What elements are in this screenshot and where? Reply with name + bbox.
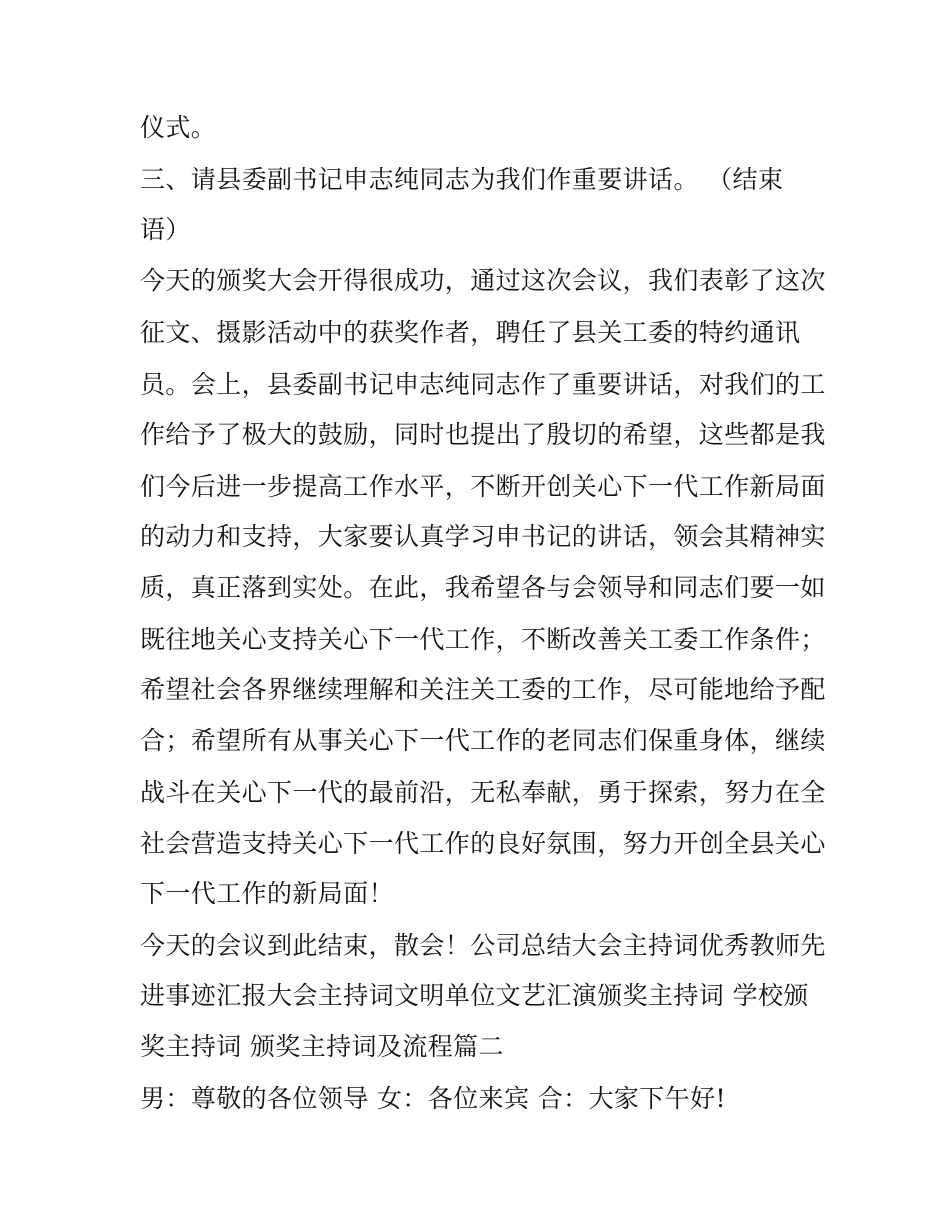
text-line: 作给予了极大的鼓励，同时也提出了殷切的希望，这些都是我 bbox=[140, 420, 826, 449]
text-line: 征文、摄影活动中的获奖作者，聘任了县关工委的特约通讯 bbox=[140, 318, 801, 347]
text-line: 社会营造支持关心下一代工作的良好氛围，努力开创全县关心 bbox=[140, 829, 826, 858]
text-line: 奖主持词 颁奖主持词及流程篇二 bbox=[140, 1032, 504, 1061]
text-line: 今天的会议到此结束，散会！公司总结大会主持词优秀教师先 bbox=[140, 931, 826, 960]
text-line: 合；希望所有从事关心下一代工作的老同志们保重身体，继续 bbox=[140, 726, 826, 755]
text-line: 男：尊敬的各位领导 女：各位来宾 合：大家下午好! bbox=[140, 1084, 726, 1113]
text-line: 语） bbox=[140, 215, 191, 244]
text-line: 仪式。 bbox=[140, 113, 217, 142]
text-line: 今天的颁奖大会开得很成功，通过这次会议，我们表彰了这次 bbox=[140, 266, 826, 295]
text-line: 员。会上，县委副书记申志纯同志作了重要讲话，对我们的工 bbox=[140, 370, 826, 399]
text-line: 的动力和支持，大家要认真学习申书记的讲话，领会其精神实 bbox=[140, 522, 826, 551]
text-line: 下一代工作的新局面！ bbox=[140, 879, 395, 908]
text-line: 战斗在关心下一代的最前沿，无私奉献，勇于探索，努力在全 bbox=[140, 778, 826, 807]
text-line: 既往地关心支持关心下一代工作，不断改善关工委工作条件； bbox=[140, 625, 826, 654]
text-line: 质，真正落到实处。在此，我希望各与会领导和同志们要一如 bbox=[140, 573, 826, 602]
text-line: 进事迹汇报大会主持词文明单位文艺汇演颁奖主持词 学校颁 bbox=[140, 981, 809, 1010]
text-line: 们今后进一步提高工作水平，不断开创关心下一代工作新局面 bbox=[140, 472, 826, 501]
text-line: 希望社会各界继续理解和关注关工委的工作，尽可能地给予配 bbox=[140, 675, 826, 704]
text-line: 三、请县委副书记申志纯同志为我们作重要讲话。 （结束 bbox=[140, 165, 784, 194]
